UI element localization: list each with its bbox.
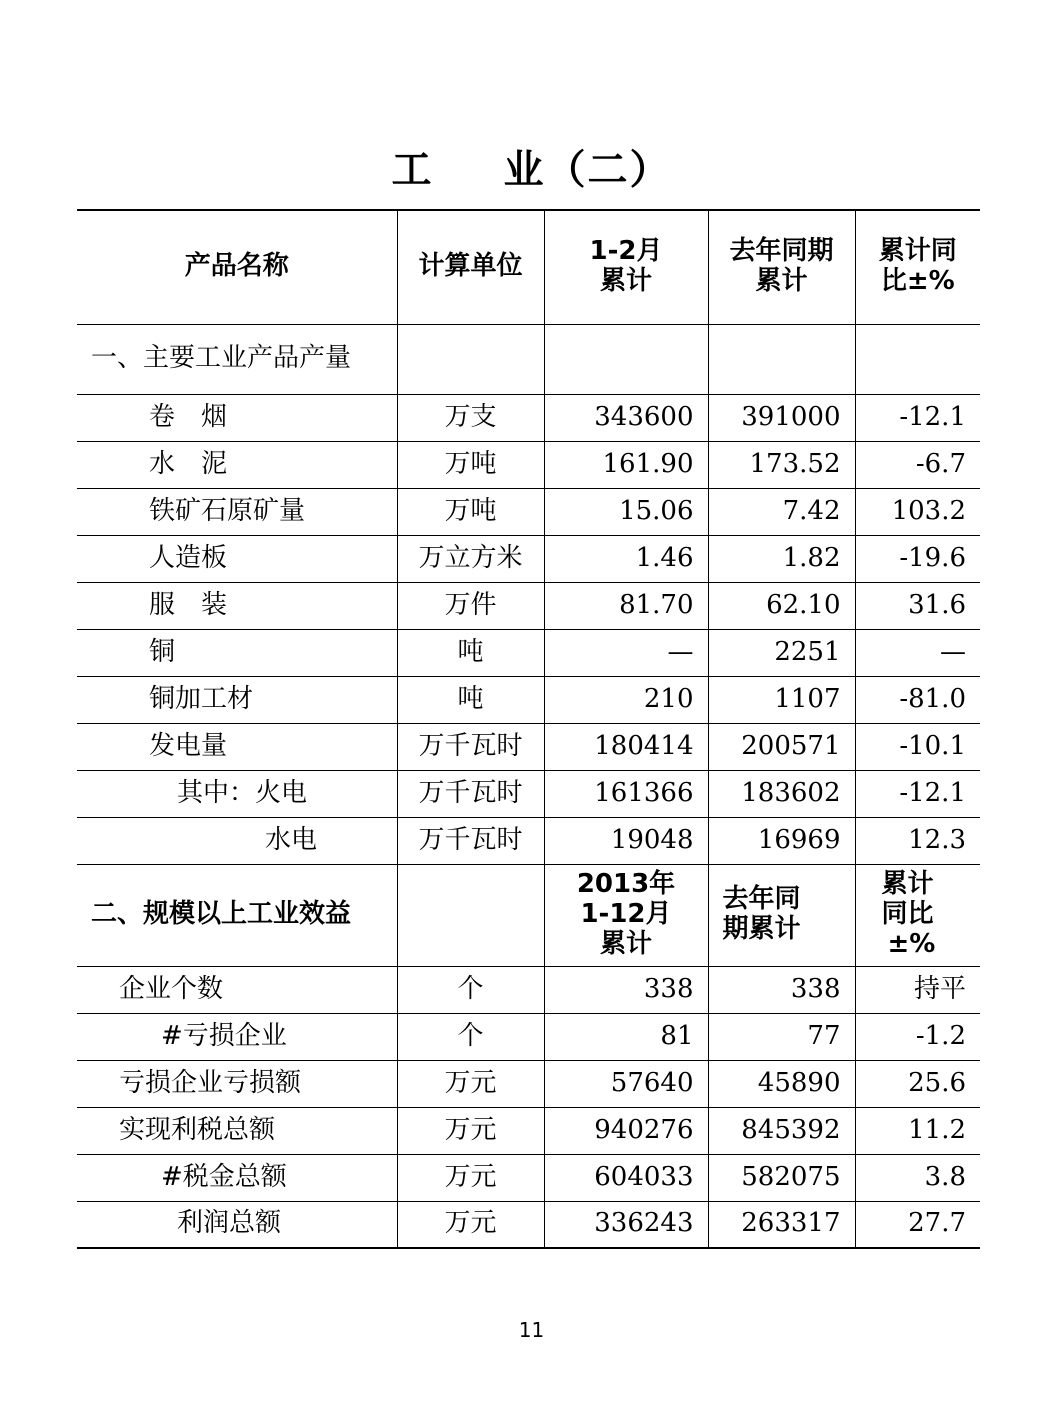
table-row: 亏损企业亏损额 万元 57640 45890 25.6: [77, 1060, 980, 1107]
page-title: [0, 138, 1063, 195]
table-row: 发电量 万千瓦时 180414 200571 -10.1: [77, 723, 980, 770]
title-part2: 业（二）: [503, 147, 672, 193]
table-row: 水 泥 万吨 161.90 173.52 -6.7: [77, 441, 980, 488]
industry-table: [77, 209, 980, 1249]
table-row: 利润总额 万元 336243 263317 27.7: [77, 1201, 980, 1248]
table-row: 卷 烟 万支 343600 391000 -12.1: [77, 394, 980, 441]
header-change: 累计同 比±%: [855, 210, 980, 324]
table-row: 实现利税总额 万元 940276 845392 11.2: [77, 1107, 980, 1154]
table-row: 铜 吨 — 2251 —: [77, 629, 980, 676]
table-row: 水电 万千瓦时 19048 16969 12.3: [77, 817, 980, 864]
table-row: 铜加工材 吨 210 1107 -81.0: [77, 676, 980, 723]
section2-header-row: [77, 864, 980, 966]
section1-title: 一、主要工业产品产量: [77, 324, 397, 394]
section2-header-change: 累计 同比 ±%: [855, 864, 980, 966]
table-row: 服 装 万件 81.70 62.10 31.6: [77, 582, 980, 629]
table-row: #税金总额 万元 604033 582075 3.8: [77, 1154, 980, 1201]
table-row: 铁矿石原矿量 万吨 15.06 7.42 103.2: [77, 488, 980, 535]
section1-row: [77, 324, 980, 394]
table-row: 其中：火电 万千瓦时 161366 183602 -12.1: [77, 770, 980, 817]
table-row: #亏损企业 个 81 77 -1.2: [77, 1013, 980, 1060]
header-current: 1-2月 累计: [544, 210, 708, 324]
page-number: 11: [518, 1318, 545, 1342]
table-row: 人造板 万立方米 1.46 1.82 -19.6: [77, 535, 980, 582]
title-part1: 工: [391, 147, 434, 193]
header-unit: 计算单位: [397, 210, 544, 324]
table-row: 企业个数 个 338 338 持平: [77, 966, 980, 1013]
section2-header-current: 2013年 1-12月 累计: [544, 864, 708, 966]
table-header-row: [77, 210, 980, 324]
section2-header-previous: 去年同 期累计: [708, 864, 855, 966]
header-product: 产品名称: [77, 210, 397, 324]
section2-title: 二、规模以上工业效益: [77, 864, 397, 966]
header-previous: 去年同期 累计: [708, 210, 855, 324]
